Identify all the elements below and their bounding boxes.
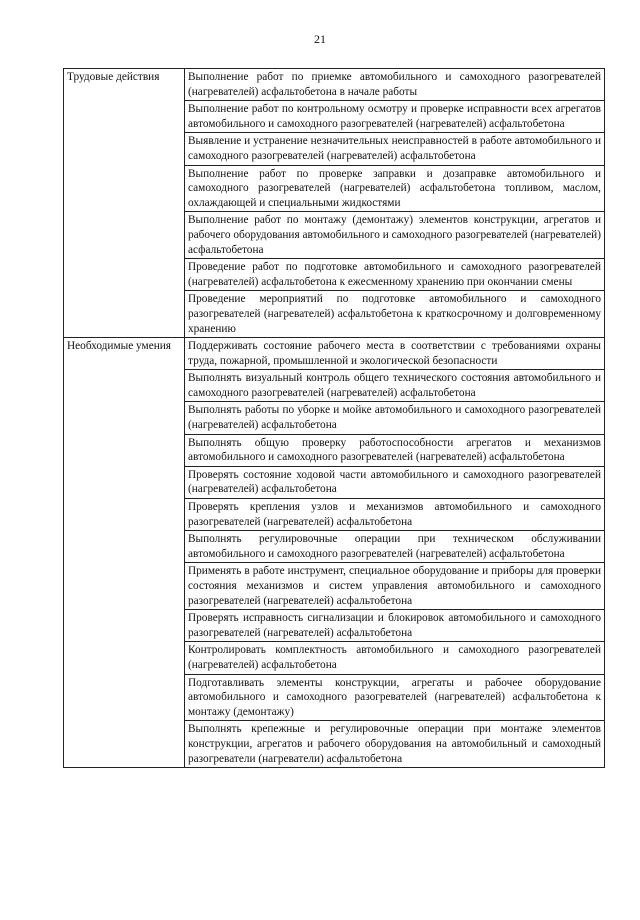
table-cell: Выполнять регулировочные операции при техническом обслуживании автомобильного и самоходного разогревателей (нагревателей) асфальтобетона bbox=[185, 531, 605, 563]
section-label: Необходимые умения bbox=[64, 338, 185, 768]
table-cell: Выполнять общую проверку работоспособности агрегатов и механизмов автомобильного и самоходного разогревателей (нагревателей) асфальтобетона bbox=[185, 434, 605, 466]
requirements-table-body bbox=[64, 69, 605, 768]
table-cell: Контролировать комплектность автомобильного и самоходного разогревателей (нагревателей) асфальтобетона bbox=[185, 642, 605, 674]
table-cell: Проверять крепления узлов и механизмов автомобильного и самоходного разогревателей (нагревателей) асфальтобетона bbox=[185, 499, 605, 531]
table-cell: Выявление и устранение незначительных неисправностей в работе автомобильного и самоходного разогревателей (нагревателей) асфальтобетона bbox=[185, 133, 605, 165]
table-cell: Подготавливать элементы конструкции, агрегаты и рабочее оборудование автомобильного и самоходного разогревателей (нагревателей) асфальтобетона к монтажу (демонтажу) bbox=[185, 674, 605, 721]
table-cell: Проведение работ по подготовке автомобильного и самоходного разогревателей (нагревателей) асфальтобетона к ежесменному хранению при окончании смены bbox=[185, 259, 605, 291]
table-row bbox=[64, 69, 605, 101]
table-cell: Выполнение работ по монтажу (демонтажу) элементов конструкции, агрегатов и рабочего оборудования автомобильного и самоходного разогревателей (нагревателей) асфальтобетона bbox=[185, 212, 605, 259]
table-cell: Применять в работе инструмент, специальное оборудование и приборы для проверки состояния механизмов и систем управления автомобильного и самоходного разогревателей (нагревателей) асфальтобетона bbox=[185, 563, 605, 610]
table-cell: Выполнение работ по контрольному осмотру и проверке исправности всех агрегатов автомобильного и самоходного разогревателей (нагревателей) асфальтобетона bbox=[185, 101, 605, 133]
table-cell: Поддерживать состояние рабочего места в соответствии с требованиями охраны труда, пожарной, промышленной и экологической безопасности bbox=[185, 338, 605, 370]
table-cell: Проверять исправность сигнализации и блокировок автомобильного и самоходного разогревателей (нагревателей) асфальтобетона bbox=[185, 610, 605, 642]
section-label: Трудовые действия bbox=[64, 69, 185, 338]
table-cell: Проведение мероприятий по подготовке автомобильного и самоходного разогревателей (нагревателей) асфальтобетона к краткосрочному и долговременному хранению bbox=[185, 291, 605, 338]
table-row bbox=[64, 338, 605, 370]
table-cell: Выполнять крепежные и регулировочные операции при монтаже элементов конструкции, агрегатов и рабочего оборудования на автомобильный и самоходный разогреватели (нагреватели) асфальтобетона bbox=[185, 721, 605, 768]
table-cell: Выполнять работы по уборке и мойке автомобильного и самоходного разогревателей (нагревателей) асфальтобетона bbox=[185, 402, 605, 434]
table-cell: Выполнение работ по проверке заправки и дозаправке автомобильного и самоходного разогревателей (нагревателей) асфальтобетона топливом, маслом, охлаждающей и специальными жидкостями bbox=[185, 165, 605, 212]
page-number: 21 bbox=[314, 32, 326, 46]
table-cell: Проверять состояние ходовой части автомобильного и самоходного разогревателей (нагревателей) асфальтобетона bbox=[185, 466, 605, 498]
requirements-table bbox=[63, 68, 605, 768]
table-cell: Выполнение работ по приемке автомобильного и самоходного разогревателей (нагревателей) асфальтобетона в начале работы bbox=[185, 69, 605, 101]
table-cell: Выполнять визуальный контроль общего технического состояния автомобильного и самоходного разогревателей (нагревателей) асфальтобетона bbox=[185, 370, 605, 402]
